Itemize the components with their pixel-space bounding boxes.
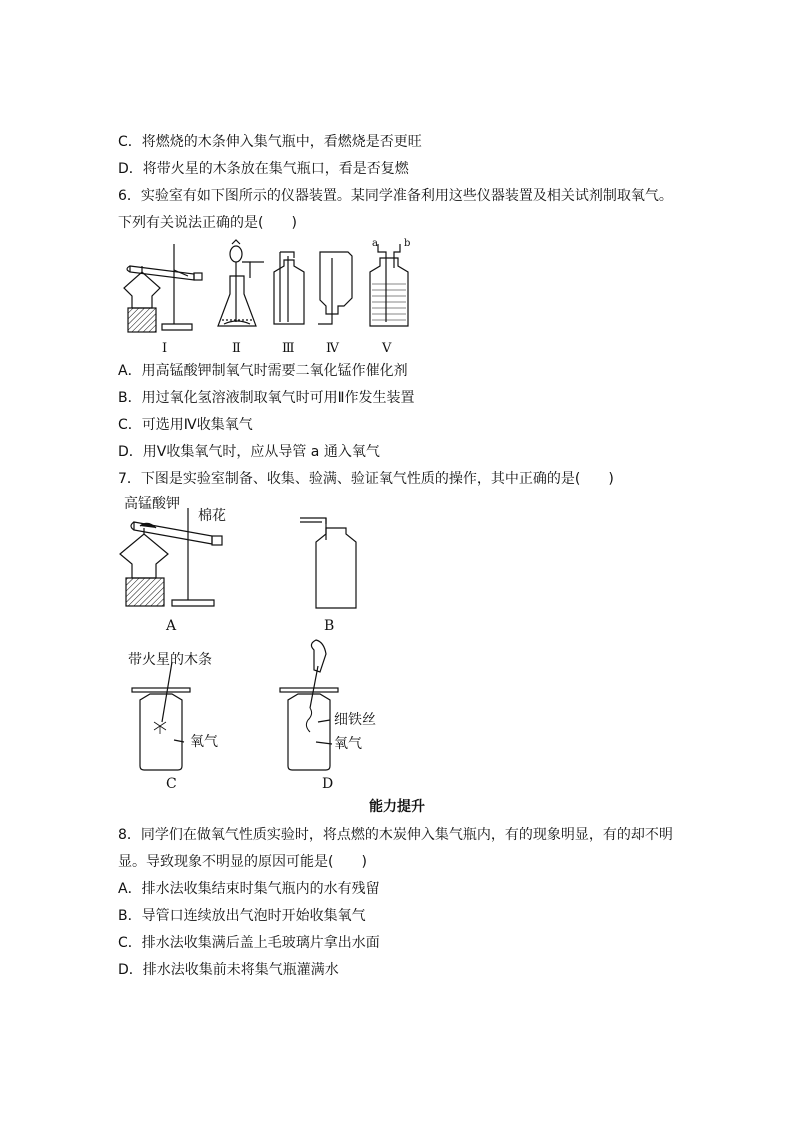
q6-fig-label-4: Ⅳ xyxy=(326,341,339,356)
q7-figD-iron-wire xyxy=(306,708,311,732)
q6-fig-label-2: Ⅱ xyxy=(232,341,241,356)
q7-figB-bottle xyxy=(316,528,356,608)
q6-stem-line1: 6．实验室有如下图所示的仪器装置。某同学准备利用这些仪器装置及相关试剂制取氧气。 xyxy=(118,188,673,204)
q7-figA-label-cotton: 棉花 xyxy=(198,508,226,524)
q7-figD-label-iron-wire: 细铁丝 xyxy=(334,712,376,728)
q7-figA-stand-base xyxy=(172,600,214,606)
q6-fig1-tube xyxy=(130,266,194,280)
q6-fig2-funnel-bulb xyxy=(230,246,242,262)
q7-figD-hand xyxy=(311,640,326,672)
q7-figA-lamp xyxy=(120,534,168,578)
q6-fig2-flask xyxy=(218,276,256,326)
q6-fig1-stand-base xyxy=(162,324,192,330)
q7-figD-caption: D xyxy=(322,776,334,792)
q8-option-a: A．排水法收集结束时集气瓶内的水有残留 xyxy=(118,881,380,897)
q6-fig-label-3: Ⅲ xyxy=(282,341,295,356)
q6-option-b: B．用过氧化氢溶液制取氧气时可用Ⅱ作发生装置 xyxy=(118,390,415,406)
q6-option-c: C．可选用Ⅳ收集氧气 xyxy=(118,417,253,433)
q6-port-b: b xyxy=(404,238,411,249)
q7-figB-caption: B xyxy=(324,618,335,634)
q5-option-d: D．将带火星的木条放在集气瓶口，看是否复燃 xyxy=(118,161,409,177)
q6-fig5-bottle xyxy=(370,258,408,326)
q7-apparatus-figure xyxy=(104,494,404,794)
q6-fig1-block xyxy=(128,308,156,332)
q6-fig3-bottle xyxy=(274,260,304,324)
q7-stem: 7．下图是实验室制备、收集、验满、验证氧气性质的操作，其中正确的是( ) xyxy=(118,471,614,487)
q8-stem-line2: 显。导致现象不明显的原因可能是( ) xyxy=(118,854,367,870)
q6-fig4-bottle xyxy=(320,252,352,314)
q7-figC-label-oxygen: 氧气 xyxy=(190,734,218,750)
q7-figD-label-oxygen: 氧气 xyxy=(334,736,362,752)
q6-stem-line2: 下列有关说法正确的是( ) xyxy=(118,215,297,231)
q6-option-d: D．用Ⅴ收集氧气时，应从导管 a 通入氧气 xyxy=(118,444,380,460)
q7-figA-block xyxy=(126,578,164,606)
q8-option-c: C．排水法收集满后盖上毛玻璃片拿出水面 xyxy=(118,935,380,951)
q6-apparatus-figure xyxy=(118,238,428,360)
q6-fig-label-1: Ⅰ xyxy=(162,341,168,356)
q8-option-d: D．排水法收集前未将集气瓶灌满水 xyxy=(118,962,339,978)
q7-figC-label-splint: 带火星的木条 xyxy=(128,652,212,668)
q7-figA-caption: A xyxy=(166,618,177,634)
q8-stem-line1: 8．同学们在做氧气性质实验时，将点燃的木炭伸入集气瓶内，有的现象明显，有的却不明 xyxy=(118,827,673,843)
q7-figA-label-kmno4: 高锰酸钾 xyxy=(124,496,180,512)
q6-port-a: a xyxy=(372,238,378,249)
q7-figD-glass-plate xyxy=(280,688,338,692)
q7-figC-glass-plate xyxy=(132,688,190,692)
q6-fig-label-5: Ⅴ xyxy=(382,341,392,356)
q7-figD-bottle xyxy=(288,694,330,770)
section-heading: 能力提升 xyxy=(369,799,425,815)
q7-figD-tongs xyxy=(310,666,318,708)
q6-fig1-lamp xyxy=(124,272,160,308)
q5-option-c: C．将燃烧的木条伸入集气瓶中，看燃烧是否更旺 xyxy=(118,134,422,150)
q7-figC-bottle xyxy=(140,694,182,770)
q7-figC-caption: C xyxy=(166,776,177,792)
q8-option-b: B．导管口连续放出气泡时开始收集氧气 xyxy=(118,908,366,924)
q6-option-a: A．用高锰酸钾制氧气时需要二氧化锰作催化剂 xyxy=(118,363,408,379)
